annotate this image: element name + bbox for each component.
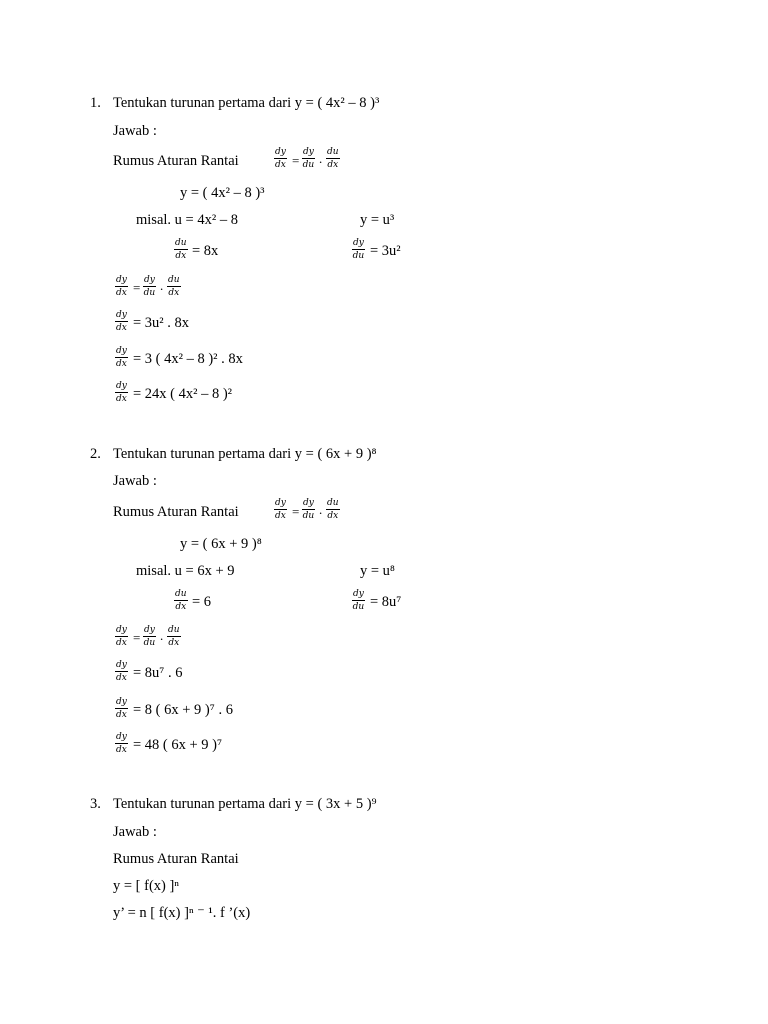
fraction-dy-du: $\frac{dy}{du}$ [352, 589, 365, 612]
fraction-dy-dx: $\frac{dy}{dx}$ [275, 147, 286, 170]
fraction-dy-dx: $\frac{dy}{dx}$ [275, 498, 286, 521]
derivative-step: = 3u² . 8x [133, 315, 190, 331]
fraction-dy-du: $\frac{dy}{du}$ [352, 238, 365, 261]
du-dx-value: = 8x [192, 243, 219, 259]
rumus-label: Rumus Aturan Rantai [113, 153, 239, 169]
problem-question: Tentukan turunan pertama dari y = ( 3x + 5 )⁹ [113, 796, 377, 812]
fraction-dy-du: $\frac{dy}{du}$ [143, 275, 156, 298]
fraction-dy-dx: $\frac{dy}{dx}$ [116, 625, 127, 648]
derivative-step: = 3 ( 4x² – 8 )² . 8x [133, 351, 243, 367]
equals-sign: = [292, 504, 300, 519]
dot-operator: . [160, 628, 164, 643]
fraction-dy-dx: $\frac{dy}{dx}$ [116, 346, 127, 369]
jawab-label: Jawab : [113, 473, 157, 489]
derivative-result: = 48 ( 6x + 9 )⁷ [133, 737, 223, 753]
dot-operator: . [160, 278, 164, 293]
problem-number: 1. [90, 95, 101, 111]
fraction-dy-dx: $\frac{dy}{dx}$ [116, 732, 127, 755]
jawab-label: Jawab : [113, 123, 157, 139]
fraction-dy-du: $\frac{dy}{du}$ [143, 625, 156, 648]
substitution-u: misal. u = 6x + 9 [136, 563, 235, 579]
fraction-dy-dx: $\frac{dy}{dx}$ [116, 275, 127, 298]
function-y: y = ( 6x + 9 )⁸ [180, 536, 262, 552]
jawab-label: Jawab : [113, 824, 157, 840]
dy-du-value: = 8u⁷ [370, 594, 402, 610]
derivative-result: = 24x ( 4x² – 8 )² [133, 386, 233, 402]
problem-number: 3. [90, 796, 101, 812]
rumus-label: Rumus Aturan Rantai [113, 504, 239, 520]
substitution-u: misal. u = 4x² – 8 [136, 212, 238, 228]
fraction-dy-dx: $\frac{dy}{dx}$ [116, 660, 127, 683]
fraction-dy-dx: $\frac{dy}{dx}$ [116, 310, 127, 333]
dy-du-value: = 3u² [370, 243, 401, 259]
fraction-dy-dx: $\frac{dy}{dx}$ [116, 697, 127, 720]
equals-sign: = [133, 630, 141, 645]
problem-question: Tentukan turunan pertama dari y = ( 4x² – 8 )³ [113, 95, 380, 111]
derivative-step: = 8u⁷ . 6 [133, 665, 183, 681]
substitution-y: y = u⁸ [360, 563, 395, 579]
substitution-y: y = u³ [360, 212, 395, 228]
fraction-du-dx: $\frac{du}{dx}$ [168, 275, 180, 298]
chain-rule-derivative: y’ = n [ f(x) ]ⁿ ⁻ ¹. f ’(x) [113, 905, 251, 921]
chain-rule-formula: y = [ f(x) ]ⁿ [113, 878, 179, 894]
fraction-dy-du: $\frac{dy}{du}$ [302, 147, 315, 170]
function-y: y = ( 4x² – 8 )³ [180, 185, 265, 201]
du-dx-value: = 6 [192, 594, 212, 610]
fraction-du-dx: $\frac{du}{dx}$ [175, 589, 187, 612]
equals-sign: = [292, 153, 300, 168]
fraction-du-dx: $\frac{du}{dx}$ [327, 147, 339, 170]
problem-question: Tentukan turunan pertama dari y = ( 6x + 9 )⁸ [113, 446, 377, 462]
dot-operator: . [319, 502, 323, 517]
equals-sign: = [133, 280, 141, 295]
fraction-dy-dx: $\frac{dy}{dx}$ [116, 381, 127, 404]
rumus-label: Rumus Aturan Rantai [113, 851, 239, 867]
fraction-du-dx: $\frac{du}{dx}$ [168, 625, 180, 648]
fraction-du-dx: $\frac{du}{dx}$ [327, 498, 339, 521]
problem-number: 2. [90, 446, 101, 462]
derivative-step: = 8 ( 6x + 9 )⁷ . 6 [133, 702, 233, 718]
fraction-du-dx: $\frac{du}{dx}$ [175, 238, 187, 261]
fraction-dy-du: $\frac{dy}{du}$ [302, 498, 315, 521]
dot-operator: . [319, 151, 323, 166]
